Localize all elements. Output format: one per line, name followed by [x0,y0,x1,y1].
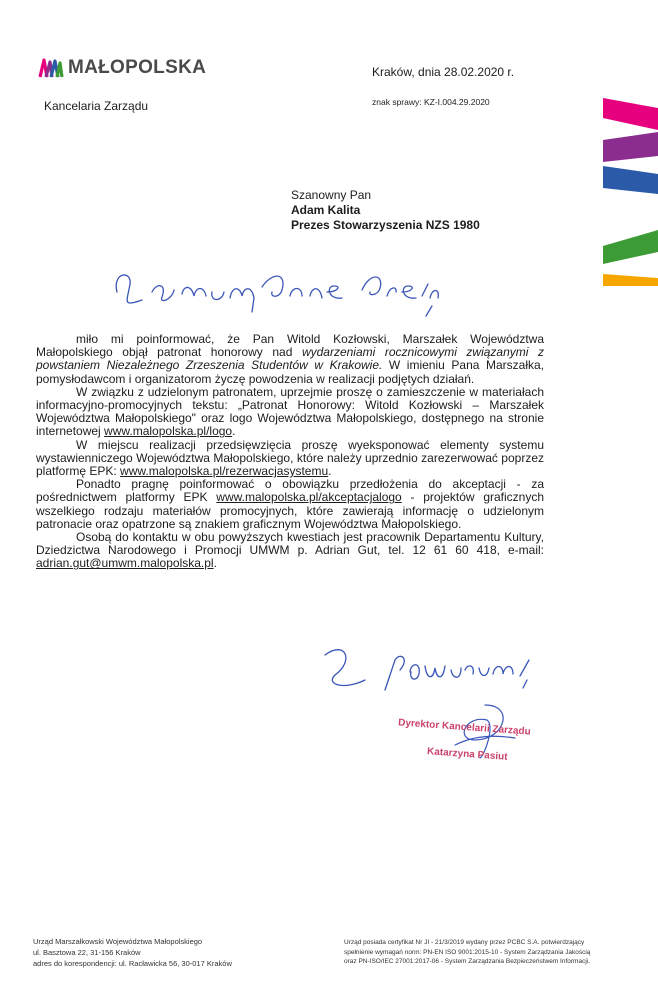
stripe-green [603,230,658,264]
letter-body [36,333,544,571]
malopolska-emblem-icon [38,57,64,79]
logo-link[interactable]: www.malopolska.pl/logo [104,424,233,439]
handwritten-salutation [112,262,442,322]
paragraph-5: Osobą do kontaktu w obu powyższych kwestiach jest pracownik Departamentu Kultury, Dziedzictwa Narodowego i Promocji UMWM p. Adrian Gut, tel. 12 61 60 418, e-mail: adrian.gut@umwm.malopolska.pl. [36,530,544,571]
addressee-title: Prezes Stowarzyszenia NZS 1980 [291,218,480,232]
footer-correspondence: adres do korespondencji: ul. Racławicka 56, 30-017 Kraków [33,959,232,968]
footer-certification: Urząd posiada certyfikat Nr JI - 21/3/2019 wydany przez PCBC S.A. potwierdzający spełnienie wymagań norm: PN-EN ISO 9001:2015-10 - System Zarządzania Jakością oraz PN-ISO/IEC 27001:2017-06 - System Zarządzania Bezpieczeństwem Informacji. [344,939,591,965]
stripe-blue [603,166,658,194]
email-link[interactable]: adrian.gut@umwm.malopolska.pl [36,556,214,571]
malopolska-logo [38,57,206,79]
brand-stripes-decoration [603,96,658,296]
stamp-title: Dyrektor Kancelarii Zarządu [397,717,532,738]
addressee-name: Adam Kalita [291,203,361,217]
stamp-name: Katarzyna Pasiut [426,746,508,763]
stripe-magenta [603,98,658,130]
paragraph-1: miło mi poinformować, że Pan Witold Kozłowski, Marszałek Województwa Małopolskiego objął patronat honorowy nad wydarzeniami rocznicowymi związanymi z powstaniem Niezależnego Zrzeszenia Studentów w Krakowie. W imieniu Pana Marszałka, pomysłodawcom i organizatorom życzę powodzenia w realizacji podjętych działań. [36,332,544,386]
date-line: Kraków, dnia 28.02.2020 r. [372,65,515,79]
footer-address [33,936,232,969]
footer-street: ul. Basztowa 22, 31-156 Kraków [33,948,141,957]
paragraph-3: W miejscu realizacji przedsięwzięcia proszę wyeksponować elementy systemu wystawienniczego Województwa Małopolskiego, które należy uprzednio zarezerwować poprzez platformę EPK: www.malopolska.pl/rezerwacjasystemu. [36,437,544,479]
stripe-purple [603,132,658,162]
handwritten-closing [315,640,555,700]
footer-office-name: Urząd Marszałkowski Województwa Małopolskiego [33,937,203,946]
acceptance-link[interactable]: www.malopolska.pl/akceptacjalogo [216,490,402,505]
case-number: znak sprawy: KZ-I.004.29.2020 [372,97,490,107]
brand-name: MAŁOPOLSKA [68,57,207,78]
stripe-yellow [603,274,658,286]
paragraph-2: W związku z udzielonym patronatem, uprzejmie proszę o zamieszczenie w materiałach informacyjno-promocyjnych tekstu: „Patronat Honorowy: Witold Kozłowski – Marszałek Województwa Małopolskiego" oraz logo Województwa Małopolskiego, dostępnego na stronie internetowej www.malopolska.pl/logo. [36,384,544,439]
department-name: Kancelaria Zarządu [44,99,149,113]
paragraph-4: Ponadto pragnę poinformować o obowiązku przedłożenia do akceptacji - za pośrednictwem platformy EPK www.malopolska.pl/akceptacjalogo - projektów graficznych wszelkiego rodzaju materiałów promocyjnych, które zawierają informację o udzielonym patronacie oraz opatrzone są znakiem graficznym Województwa Małopolskiego. [36,477,545,531]
addressee-block [291,188,480,233]
addressee-salutation: Szanowny Pan [291,188,372,202]
reservation-link[interactable]: www.malopolska.pl/rezerwacjasystemu [120,464,329,479]
